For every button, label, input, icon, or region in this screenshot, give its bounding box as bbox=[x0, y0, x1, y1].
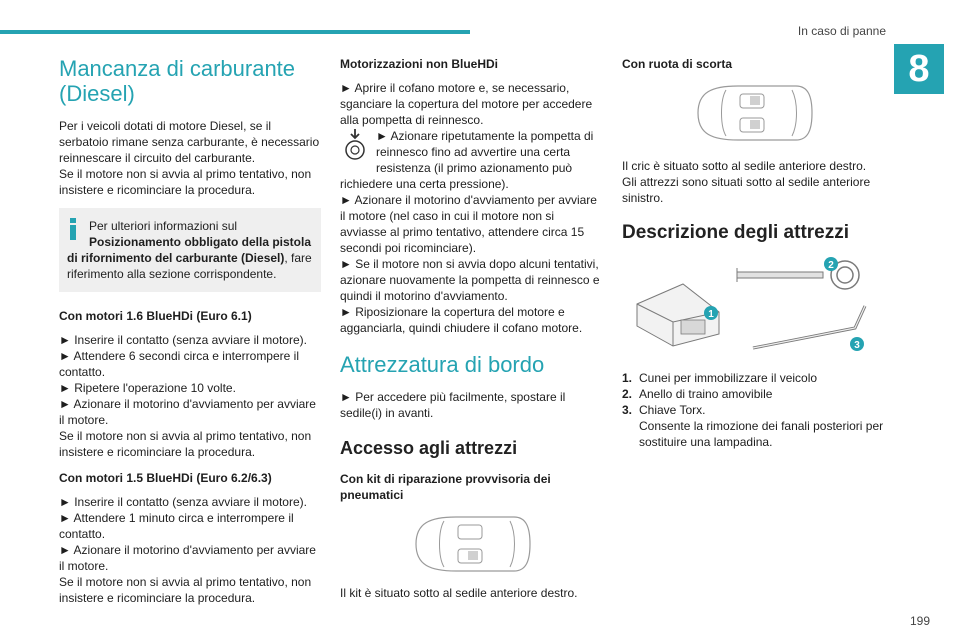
step-line: ► Riposizionare la copertura del motore e agganciarla, quindi chiudere il cofano motore. bbox=[340, 305, 583, 335]
section-title-equipment: Attrezzatura di bordo bbox=[340, 352, 545, 377]
info-prefix: Per ulteriori informazioni sul bbox=[89, 219, 238, 233]
svg-text:3: 3 bbox=[854, 340, 860, 351]
step-line: Se il motore non si avvia al primo tentativo, non insistere e ricominciare la procedura. bbox=[59, 429, 312, 459]
subsection-title-repair-kit: Con kit di riparazione provvisoria dei pneumatici bbox=[340, 472, 551, 502]
tools-illustration bbox=[633, 256, 873, 356]
column-2 bbox=[340, 56, 602, 601]
info-bold-link: Posizionamento obbligato della pistola di rifornimento del carburante (Diesel) bbox=[67, 235, 312, 265]
step-line: ► Ripetere l'operazione 10 volte. bbox=[59, 381, 236, 395]
section-title-tools: Descrizione degli attrezzi bbox=[622, 222, 850, 243]
intro-paragraph-2: Se il motore non si avvia al primo tentativo, non insistere e ricominciare la procedura. bbox=[59, 167, 312, 197]
step-line: ► Attendere 1 minuto circa e interrompere il contatto. bbox=[59, 511, 294, 541]
step-line: ► Azionare il motorino d'avviamento per avviare il motore (nel caso in cui il motore non si avviasse al primo tentativo, attendere circa 15 secondi poi ricominciare). bbox=[340, 193, 597, 255]
step-line: ► Azionare ripetutamente la pompetta di reinnesco fino ad avvertire una certa resistenza (il primo azionamento può richiedere una certa pressione). bbox=[340, 129, 594, 191]
legend-item: 3. Chiave Torx. bbox=[622, 403, 706, 417]
step-line: ► Azionare il motorino d'avviamento per avviare il motore. bbox=[59, 397, 316, 427]
figure-caption: Gli attrezzi sono situati sotto al sedile anteriore sinistro. bbox=[622, 175, 871, 205]
figure-caption: Il kit è situato sotto al sedile anteriore destro. bbox=[340, 586, 578, 600]
tools-legend bbox=[622, 370, 884, 450]
legend-item: 1. Cunei per immobilizzare il veicolo bbox=[622, 371, 818, 385]
step-line: ► Inserire il contatto (senza avviare il motore). bbox=[59, 495, 307, 509]
chapter-title: In caso di panne bbox=[797, 24, 886, 38]
intro-paragraph: Per i veicoli dotati di motore Diesel, se il serbatoio rimane senza carburante, è necessario reinnescare il circuito del carburante. bbox=[59, 119, 320, 165]
column-3 bbox=[622, 56, 884, 450]
step-line: ► Attendere 6 secondi circa e interrompere il contatto. bbox=[59, 349, 299, 379]
page-number: 199 bbox=[909, 614, 930, 628]
step-line: ► Se il motore non si avvia dopo alcuni tentativi, azionare nuovamente la pompetta di reinnesco e quindi il motorino d'avviamento. bbox=[340, 257, 600, 303]
figure-caption: Il cric è situato sotto al sedile anteriore destro. bbox=[622, 159, 867, 173]
section-title-fuel: Mancanza di carburante (Diesel) bbox=[59, 56, 296, 106]
step-line: ► Per accedere più facilmente, spostare il sedile(i) in avanti. bbox=[340, 390, 566, 420]
callout-3 bbox=[850, 337, 864, 351]
chapter-number-badge: 8 bbox=[894, 44, 944, 94]
car-topview-illustration-spare bbox=[688, 80, 818, 146]
step-line: Se il motore non si avvia al primo tentativo, non insistere e ricominciare la procedura. bbox=[59, 575, 312, 605]
info-suffix: , fare riferimento alla sezione corrispondente. bbox=[67, 251, 312, 281]
svg-text:2: 2 bbox=[828, 260, 834, 271]
step-line: ► Inserire il contatto (senza avviare il motore). bbox=[59, 333, 307, 347]
legend-item: 2. Anello di traino amovibile bbox=[622, 387, 773, 401]
svg-text:1: 1 bbox=[708, 309, 714, 320]
info-icon bbox=[67, 218, 79, 240]
towing-eye-drawing bbox=[737, 261, 859, 289]
legend-note: Consente la rimozione dei fanali posteriori per sostituire una lampadina. bbox=[639, 419, 884, 449]
torx-key-drawing bbox=[753, 306, 865, 348]
subsection-title-spare-wheel: Con ruota di scorta bbox=[622, 57, 733, 71]
step-line: ► Aprire il cofano motore e, se necessario, sganciare la copertura del motore per accedere alla pompetta di reinnesco. bbox=[340, 81, 593, 127]
header-accent-bar bbox=[0, 30, 470, 34]
fuel-pump-primer-icon bbox=[340, 128, 370, 162]
car-topview-illustration bbox=[406, 511, 536, 577]
subsection-title-1-6: Con motori 1.6 BlueHDi (Euro 6.1) bbox=[59, 309, 252, 323]
subsection-title-non-bluehdi: Motorizzazioni non BlueHDi bbox=[340, 57, 498, 71]
callout-1 bbox=[704, 306, 718, 320]
section-title-access: Accesso agli attrezzi bbox=[340, 438, 518, 458]
info-box bbox=[59, 208, 321, 292]
column-1 bbox=[59, 56, 321, 606]
step-line: ► Azionare il motorino d'avviamento per avviare il motore. bbox=[59, 543, 316, 573]
callout-2 bbox=[824, 257, 838, 271]
subsection-title-1-5: Con motori 1.5 BlueHDi (Euro 6.2/6.3) bbox=[59, 471, 272, 485]
